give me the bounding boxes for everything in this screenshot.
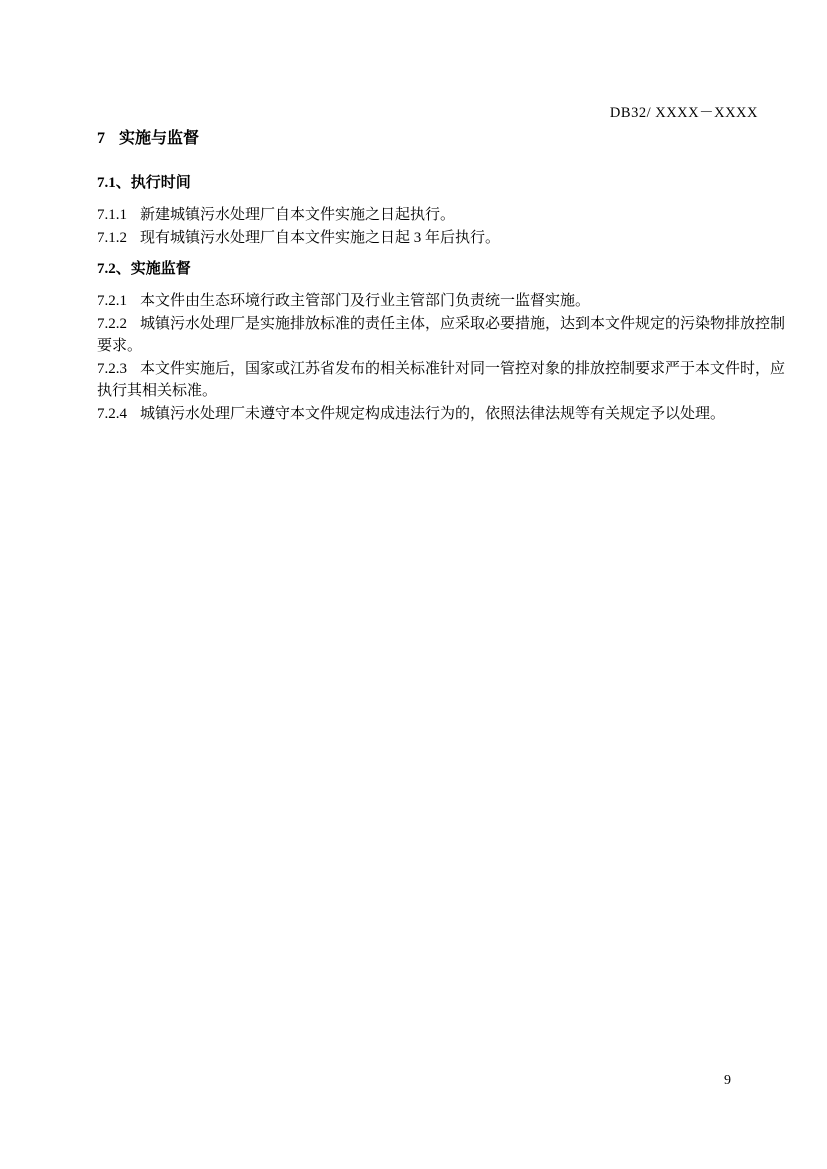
clause-7-2-2 (97, 313, 785, 358)
clause-number: 7.2.4 (97, 405, 127, 422)
clause-text: 城镇污水处理厂是实施排放标准的责任主体，应采取必要措施，达到本文件规定的污染物排放控制要求。 (97, 315, 786, 354)
clause-text: 现有城镇污水处理厂自本文件实施之日起 3 年后执行。 (140, 229, 501, 246)
page-header (97, 101, 758, 122)
chapter-heading (97, 128, 785, 149)
clause-number: 7.1.1 (97, 207, 127, 223)
page-number: 9 (724, 1073, 731, 1088)
chapter-title: 实施与监督 (119, 130, 200, 147)
clause-7-2-3 (97, 358, 785, 403)
clause-number: 7.2.2 (97, 315, 127, 332)
document-body (97, 128, 785, 425)
clause-number: 7.2.3 (97, 360, 127, 377)
doc-code: DB32/ XXXX－XXXX (609, 105, 758, 121)
chapter-number: 7 (97, 130, 105, 147)
section-7-2-clauses (97, 290, 785, 425)
clause-text: 本文件实施后，国家或江苏省发布的相关标准针对同一管控对象的排放控制要求严于本文件时，应执行其相关标准。 (97, 360, 786, 399)
clause-number: 7.1.2 (97, 229, 127, 246)
section-heading-7-2: 7.2、实施监督 (97, 261, 191, 277)
page-footer (724, 1073, 731, 1089)
clause-number: 7.2.1 (97, 293, 127, 309)
clause-7-2-4 (97, 403, 785, 426)
section-7-1-clauses (97, 204, 785, 249)
clause-text: 城镇污水处理厂未遵守本文件规定构成违法行为的，依照法律法规等有关规定予以处理。 (140, 405, 726, 422)
clause-7-1-1 (97, 204, 785, 227)
clause-text: 新建城镇污水处理厂自本文件实施之日起执行。 (140, 207, 456, 223)
clause-text: 本文件由生态环境行政主管部门及行业主管部门负责统一监督实施。 (140, 293, 591, 309)
clause-7-2-1 (97, 290, 785, 313)
clause-7-1-2 (97, 227, 785, 250)
section-heading-7-1: 7.1、执行时间 (97, 175, 191, 191)
